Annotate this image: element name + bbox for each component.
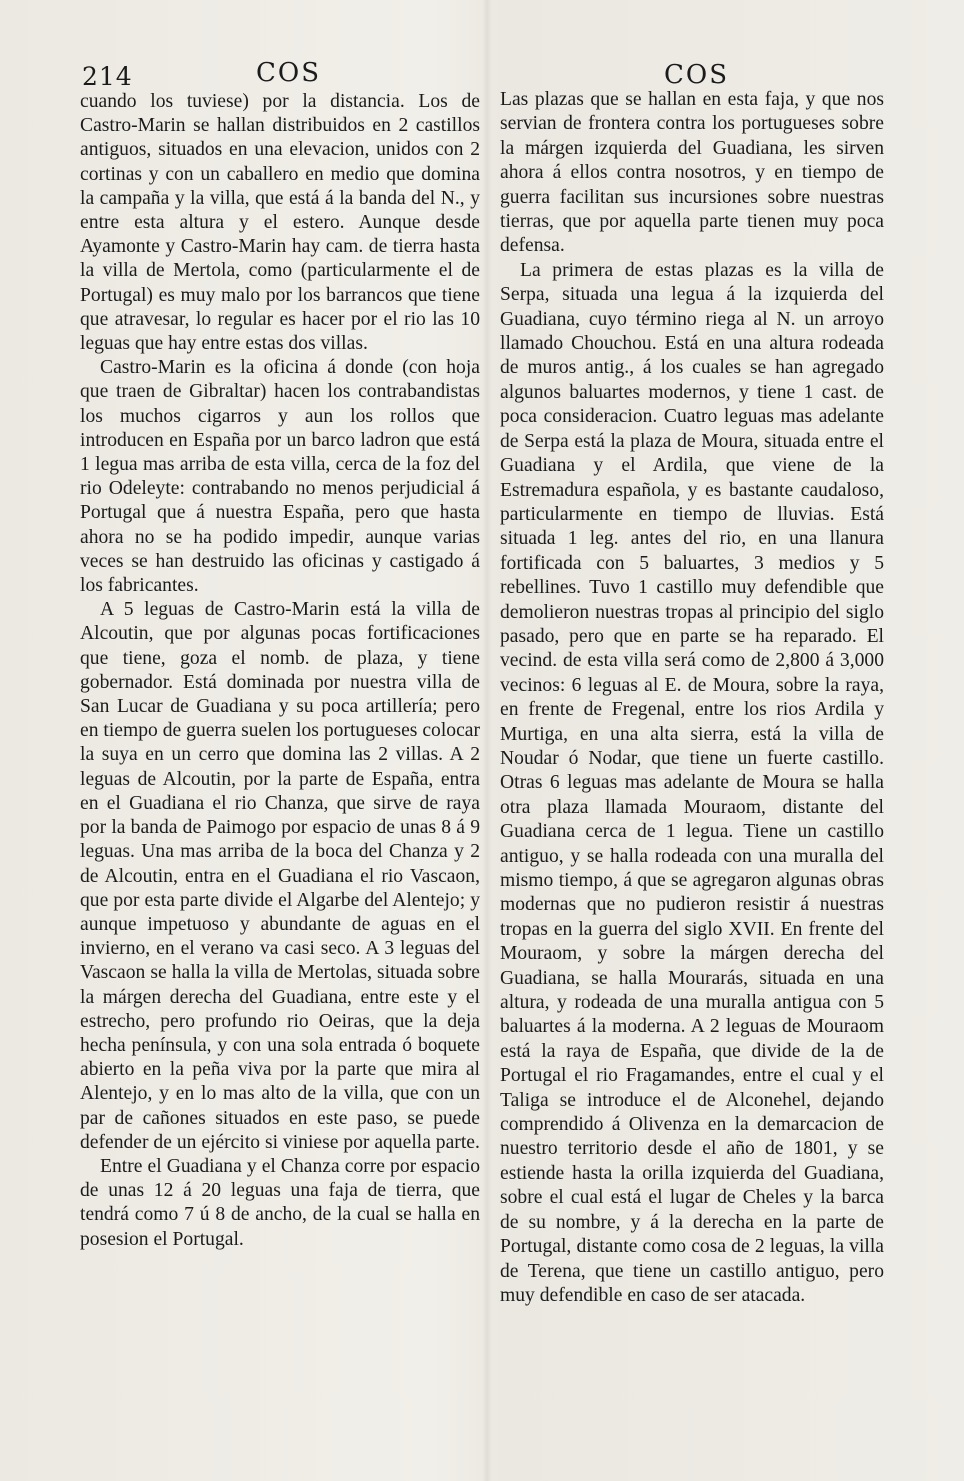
- left-paragraph-2: Castro-Marin es la oficina á donde (con hoja que traen de Gibraltar) hacen los contrabandistas los muchos cigarros y aun los rollos que introducen en España por un barco ladron que está 1 legua mas arriba de esta villa, cerca de la foz del rio Odeleyte: contrabando no menos perjudicial á Portugal que á nuestra España, pero que hasta ahora no se ha podido impedir, aunque varias veces se han destruido las oficinas y castigado á los fabricantes.: [80, 357, 480, 597]
- running-head-right: COS: [664, 60, 730, 90]
- left-paragraph-4: Entre el Guadiana y el Chanza corre por espacio de unas 12 á 20 leguas una faja de tierra, que tendrá como 7 ú 8 de ancho, de la cual se halla en posesion el Portugal.: [80, 1155, 480, 1250]
- running-head-left: COS: [256, 58, 322, 88]
- right-column: [500, 88, 884, 1308]
- page-spine-shadow: [482, 0, 492, 1481]
- page-number: 214: [82, 62, 133, 91]
- right-paragraph-1: Las plazas que se hallan en esta faja, y que nos servian de frontera contra los portugueses sobre la márgen izquierda del Guadiana, les sirven ahora á ellos contra nosotros, y en tiempo de guerra facilitan sus incursiones sobre nuestras tierras, que por aquella parte tienen muy poca defensa.: [500, 89, 884, 257]
- right-paragraph-2: La primera de estas plazas es la villa de Serpa, situada una legua á la izquierda del Guadiana, cuyo término riega al N. un arroyo llamado Chouchou. Está en una altura rodeada de muros antig., á los cuales se han agregado algunos baluartes modernos, y tiene 1 cast. de poca consideracion. Cuatro leguas mas adelante de Serpa está la plaza de Moura, situada entre el Guadiana y el Ardila, que viene de la Estremadura española, y es bastante caudaloso, particularmente en tiempo de lluvias. Está situada 1 leg. antes del rio, en una llanura fortificada con 5 baluartes, 3 medios y 5 rebellines. Tuvo 1 castillo muy defendible que demolieron nuestras tropas al principio del siglo pasado, pero que en parte se ha reparado. El vecind. de esta villa será como de 2,800 á 3,000 vecinos: 6 leguas al E. de Moura, sobre la raya, en frente de Fregenal, entre los rios Ardila y Murtiga, en una alta sierra, está la villa de Noudar ó Nodar, que tiene un fuerte castillo. Otras 6 leguas mas adelante de Moura se halla otra plaza llamada Mouraom, distante del Guadiana cerca de 1 legua. Tiene un castillo antiguo, y se halla rodeada con una muralla del mismo tiempo, á que se agregaron algunas obras modernas que no pudieron resistir á nuestras tropas en la guerra del siglo XVII. En frente del Mouraom, y sobre la márgen derecha del Guadiana, se halla Mourarás, situada en una altura, y rodeada de una muralla antigua con 5 baluartes á la moderna. A 2 leguas de Mouraom está la raya de España, que divide de la de Portugal el rio Fragamandes, entre el cual y el Taliga se introduce el de Alconehel, dejando comprendido á Olivenza en la demarcacion de nuestro territorio desde el año de 1801, y se estiende hasta la orilla izquierda del Guadiana, sobre el cual está el lugar de Cheles y la barca de su nombre, y á la derecha en la parte de Portugal, distante como cosa de 2 leguas, la villa de Terena, que tiene un castillo antiguo, pero muy defendible en caso de ser atacada.: [500, 259, 884, 1306]
- left-paragraph-3: A 5 leguas de Castro-Marin está la villa de Alcoutin, que por algunas pocas fortificaciones que tiene, goza el nomb. de plaza, y tiene gobernador. Está dominada por nuestra villa de San Lucar de Guadiana y su poca artillería; pero en tiempo de guerra suelen los portugueses colocar la suya en un cerro que domina las 2 villas. A 2 leguas de Alcoutin, por la parte de España, entra en el Guadiana el rio Chanza, que sirve de raya por la banda de Paimogo por espacio de unas 8 á 9 leguas. Una mas arriba de la boca del Chanza y 2 de Alcoutin, entra en el Guadiana el rio Vascaon, que por esta parte divide el Algarbe del Alentejo; y aunque impetuoso y abundante de aguas en el invierno, en el verano va casi seco. A 3 leguas del Vascaon se halla la villa de Mertolas, situada sobre la márgen derecha del Guadiana, entre este y el estrecho, pero profundo rio Oeiras, que la deja hecha península, y con una sola entrada ó boquete abierto en la peña viva por la parte que mira al Alentejo, y en lo mas alto de la villa, que con un par de cañones situados en este paso, se puede defender de un ejército si viniese por aquella parte.: [80, 599, 480, 1153]
- left-paragraph-1: cuando los tuviese) por la distancia. Los de Castro-Marin se hallan distribuidos en 2 castillos antiguos, situados en una elevacion, unidos con 2 cortinas y con un caballero en medio que domina la campaña y la villa, que está á la banda del N., y entre esta altura y el estero. Aunque desde Ayamonte y Castro-Marin hay cam. de tierra hasta la villa de Mertola, como (particularmente el de Portugal) es muy malo por los barrancos que tiene que atravesar, lo regular es hacer por el rio las 10 leguas que hay entre estas dos villas.: [80, 91, 480, 355]
- left-column: [80, 90, 480, 1252]
